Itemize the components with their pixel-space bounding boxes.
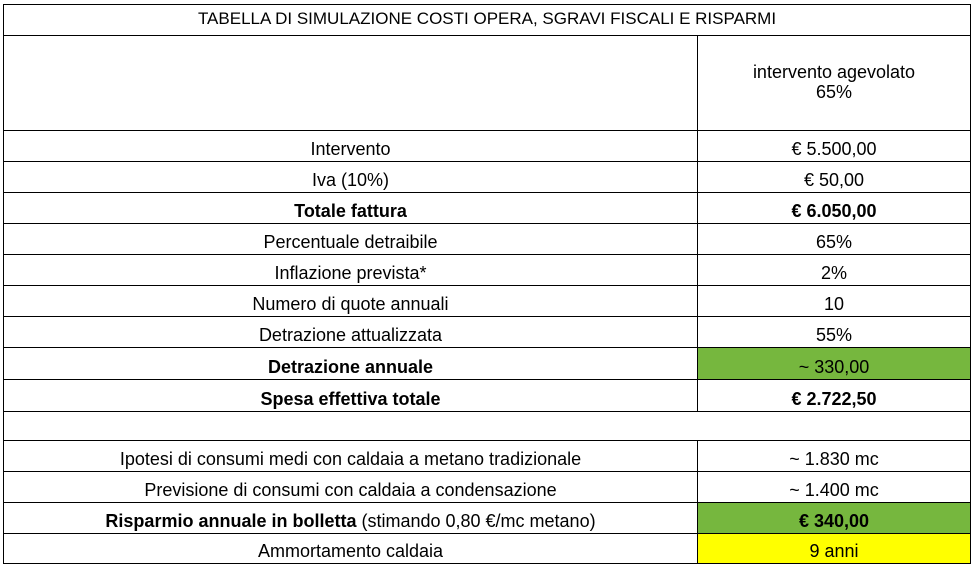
row-value: € 5.500,00: [698, 131, 971, 162]
table-row-percentuale-detraibile: [4, 224, 971, 255]
header-label-cell: [4, 36, 698, 131]
row-value: ~ 1.830 mc: [698, 441, 971, 472]
row-value: € 50,00: [698, 162, 971, 193]
row-value: 65%: [698, 224, 971, 255]
row-value: 2%: [698, 255, 971, 286]
table-row-intervento: [4, 131, 971, 162]
table-row-consumi-tradizionale: [4, 441, 971, 472]
spacer-row: [4, 412, 971, 441]
row-value: 10: [698, 286, 971, 317]
row-label: Previsione di consumi con caldaia a condensazione: [4, 472, 698, 503]
table-title: TABELLA DI SIMULAZIONE COSTI OPERA, SGRAVI FISCALI E RISPARMI: [4, 5, 971, 36]
row-value-highlight: 9 anni: [698, 534, 971, 564]
row-label: Ipotesi di consumi medi con caldaia a metano tradizionale: [4, 441, 698, 472]
spacer-cell: [4, 412, 971, 441]
row-value: € 6.050,00: [698, 193, 971, 224]
savings-label-note: (stimando 0,80 €/mc metano): [356, 511, 596, 531]
row-label: Iva (10%): [4, 162, 698, 193]
table-row-totale-fattura: [4, 193, 971, 224]
header-column-cell: [698, 36, 971, 131]
row-label: Numero di quote annuali: [4, 286, 698, 317]
row-label: Inflazione prevista*: [4, 255, 698, 286]
title-row: [4, 5, 971, 36]
row-label: Intervento: [4, 131, 698, 162]
row-value: € 2.722,50: [698, 380, 971, 412]
row-value: 55%: [698, 317, 971, 348]
simulation-table: [3, 4, 971, 564]
header-column-line2: 65%: [815, 82, 853, 102]
row-label: Percentuale detraibile: [4, 224, 698, 255]
row-label: Detrazione annuale: [4, 348, 698, 380]
row-label: Totale fattura: [4, 193, 698, 224]
row-label: Spesa effettiva totale: [4, 380, 698, 412]
table-row-inflazione: [4, 255, 971, 286]
row-label: [4, 503, 698, 534]
row-value: ~ 1.400 mc: [698, 472, 971, 503]
row-value-highlight: ~ 330,00: [698, 348, 971, 380]
table-row-quote-annuali: [4, 286, 971, 317]
header-column-line1: intervento agevolato: [752, 62, 916, 82]
row-label: Ammortamento caldaia: [4, 534, 698, 564]
table-row-detrazione-attualizzata: [4, 317, 971, 348]
table-row-consumi-condensazione: [4, 472, 971, 503]
table-row-ammortamento: [4, 534, 971, 564]
table-row-iva: [4, 162, 971, 193]
header-row: [4, 36, 971, 131]
row-label: Detrazione attualizzata: [4, 317, 698, 348]
row-value-highlight: € 340,00: [698, 503, 971, 534]
table-row-spesa-effettiva: [4, 380, 971, 412]
savings-label-bold: Risparmio annuale in bolletta: [105, 511, 357, 531]
table-row-detrazione-annuale: [4, 348, 971, 380]
table-row-risparmio-annuale: [4, 503, 971, 534]
